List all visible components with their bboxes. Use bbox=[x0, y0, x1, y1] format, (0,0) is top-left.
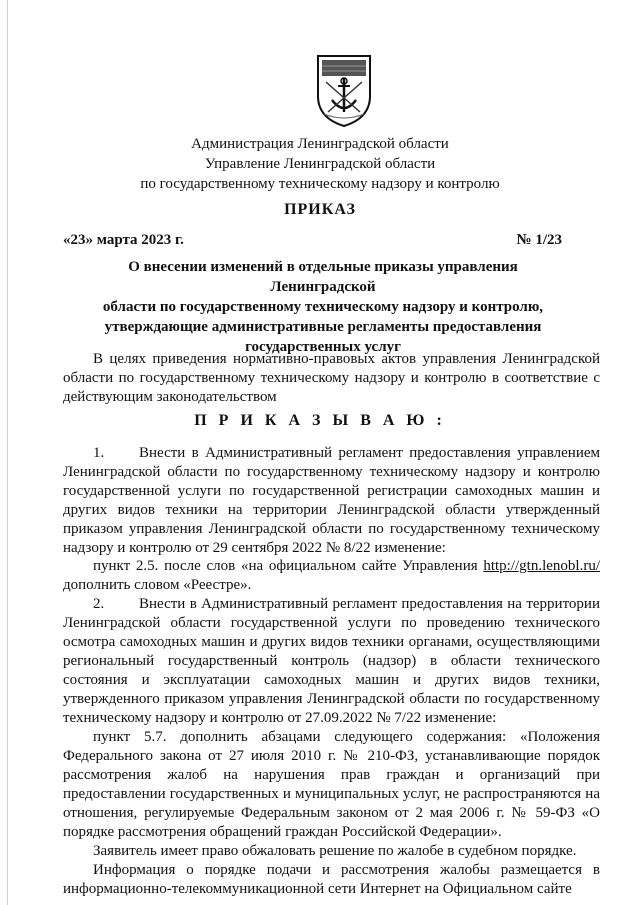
item-2-text: Внести в Административный регламент предоставления на территории Ленинградской области государственной услуги по проведению технического осмотра самоходных машин и других видов техники органами, осуществляющими региональный государственный контроль (надзор) в области технического состояния и эксплуатации самоходных машин и других видов техники, утвержденного приказом управления Ленинградской области по государственному техническому надзору и контролю от 27.09.2022 № 7/22 изменение: bbox=[63, 596, 600, 726]
org-line: Управление Ленинградской области bbox=[204, 156, 436, 172]
appeal-paragraph: Заявитель имеет право обжаловать решение по жалобе в судебном порядке. bbox=[93, 843, 577, 859]
item-1-number: 1. bbox=[93, 445, 105, 461]
order-number: № 1/23 bbox=[516, 232, 562, 248]
order-date: «23» марта 2023 г. bbox=[63, 232, 184, 248]
item-2 bbox=[63, 595, 600, 728]
item-1 bbox=[63, 444, 600, 558]
item-1-sub-text-end: дополнить словом «Реестре». bbox=[63, 577, 252, 593]
subject-line: области по государственному техническому надзору и контролю, bbox=[102, 299, 544, 315]
item-1-sub-text: пункт 2.5. после слов «на официальном сайте Управления bbox=[93, 558, 484, 574]
item-1-subparagraph bbox=[63, 557, 600, 595]
item-2-number: 2. bbox=[93, 596, 105, 612]
gtn-website-link[interactable]: http://gtn.lenobl.ru/ bbox=[483, 558, 600, 574]
preamble-paragraph: В целях приведения нормативно-правовых актов управления Ленинградской области по государственному техническому надзору и контролю в соответствие с действующим законодательством bbox=[63, 351, 600, 405]
item-1-text: Внести в Административный регламент предоставления управлением Ленинградской области по государственному техническому надзору и контролю государственной услуги по государственной регистрации самоходных машин и других видов техники на территории Ленинградской области утвержденный приказом управления Ленинградской области по государственному техническому надзору и контролю от 29 сентября 2022 № 8/22 изменение: bbox=[63, 445, 600, 556]
subject-line: утверждающие административные регламенты предоставления bbox=[104, 319, 542, 335]
order-subject bbox=[80, 257, 566, 357]
org-line: Администрация Ленинградской области bbox=[191, 136, 449, 152]
org-line: по государственному техническому надзору и контролю bbox=[140, 176, 500, 192]
item-2-subparagraph: пункт 5.7. дополнить абзацами следующего содержания: «Положения Федерального закона от 27 июля 2010 г. № 210-ФЗ, устанавливающие порядок рассмотрения жалоб на нарушения прав граждан и организаций при предоставлении государственных и муниципальных услуг, не распространяются на отношения, регулируемые Федеральным законом от 2 мая 2006 г. № 59-ФЗ «О порядке рассмотрения обращений граждан Российской Федерации». bbox=[63, 729, 600, 840]
coat-of-arms-emblem bbox=[312, 52, 376, 128]
prikazyvayu-heading: П Р И К А З Ы В А Ю : bbox=[194, 412, 446, 429]
subject-line: О внесении изменений в отдельные приказы управления Ленинградской bbox=[128, 259, 518, 295]
organization-header bbox=[0, 134, 640, 194]
info-paragraph: Информация о порядке подачи и рассмотрения жалобы размещается в информационно-телекоммуникационной сети Интернет на Официальном сайте bbox=[63, 862, 600, 897]
order-title: ПРИКАЗ bbox=[284, 201, 356, 218]
subject-line: государственных услуг bbox=[245, 339, 401, 355]
